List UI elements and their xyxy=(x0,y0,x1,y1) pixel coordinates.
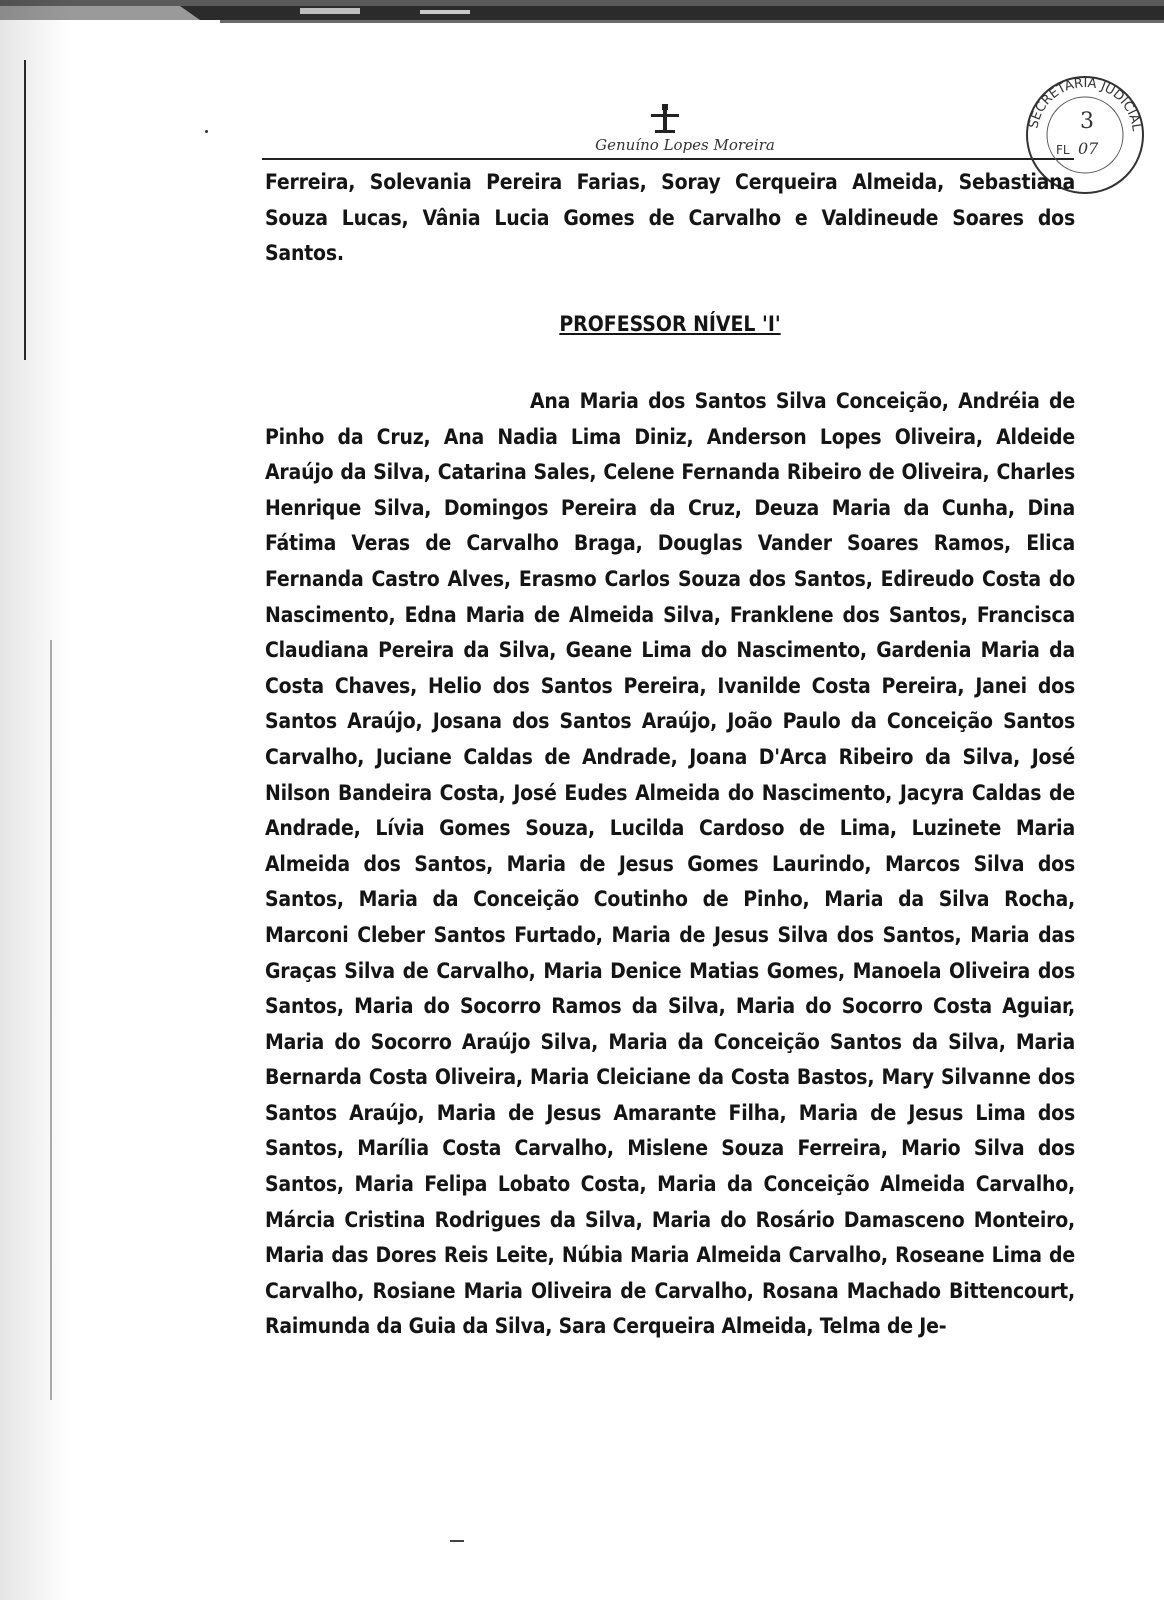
page-bottom-mark xyxy=(450,1540,464,1542)
stamp-ring-text: SECRETARIA JUDICIAL xyxy=(1026,75,1144,132)
scan-left-line xyxy=(24,60,26,360)
letterhead-name: Genuíno Lopes Moreira xyxy=(595,136,775,154)
letterhead-emblem-icon xyxy=(645,100,685,140)
section-title: PROFESSOR NÍVEL 'I' xyxy=(559,312,781,336)
scan-left-shadow xyxy=(0,0,70,1600)
scan-speck xyxy=(205,130,208,133)
scan-top-edge xyxy=(0,0,1164,28)
continuation-paragraph: Ferreira, Solevania Pereira Farias, Soray Cerqueira Almeida, Sebastiana Souza Lucas, Vânia Lucia Gomes de Carvalho e Valdineude Soares dos Santos. xyxy=(265,170,1075,266)
stamp-fl-label: FL xyxy=(1056,143,1070,157)
stamp-number: 3 xyxy=(1080,109,1094,134)
scan-left-line-lower xyxy=(50,640,52,1400)
stamp-fl-value: 07 xyxy=(1078,139,1099,158)
letterhead-rule xyxy=(262,158,1074,160)
names-paragraph: Ana Maria dos Santos Silva Conceição, Andréia de Pinho da Cruz, Ana Nadia Lima Diniz, Anderson Lopes Oliveira, Aldeide Araújo da Silva, Catarina Sales, Celene Fernanda Ribeiro de Oliveira, Charles Henrique Silva, Domingos Pereira da Cruz, Deuza Maria da Cunha, Dina Fátima Veras de Carvalho Braga, Douglas Vander Soares Ramos, Elica Fernanda Castro Alves, Erasmo Carlos Souza dos Santos, Edireudo Costa do Nascimento, Edna Maria de Almeida Silva, Franklene dos Santos, Francisca Claudiana Pereira da Silva, Geane Lima do Nascimento, Gardenia Maria da Costa Chaves, Helio dos Santos Pereira, Ivanilde Costa Pereira, Janei dos Santos Araújo, Josana dos Santos Araújo, João Paulo da Conceição Santos Carvalho, Juciane Caldas de Andrade, Joana D'Arca Ribeiro da Silva, José Nilson Bandeira Costa, José Eudes Almeida do Nascimento, Jacyra Caldas de Andrade, Lívia Gomes Souza, Lucilda Cardoso de Lima, Luzinete Maria Almeida dos Santos, Maria de Jesus Gomes Laurindo, Marcos Silva dos Santos, Maria da Conceição Coutinho de Pinho, Maria da Silva Rocha, Marconi Cleber Santos Furtado, Maria de Jesus Silva dos Santos, Maria das Graças Silva de Carvalho, Maria Denice Matias Gomes, Manoela Oliveira dos Santos, Maria do Socorro Ramos da Silva, Maria do Socorro Costa Aguiar, Maria do Socorro Araújo Silva, Maria da Conceição Santos da Silva, Maria Bernarda Costa Oliveira, Maria Cleiciane da Costa Bastos, Mary Silvanne dos Santos Araújo, Maria de Jesus Amarante Filha, Maria de Jesus Lima dos Santos, Marília Costa Carvalho, Mislene Souza Ferreira, Mario Silva dos Santos, Maria Felipa Lobato Costa, Maria da Conceição Almeida Carvalho, Márcia Cristina Rodrigues da Silva, Maria do Rosário Damasceno Monteiro, Maria das Dores Reis Leite, Núbia Maria Almeida Carvalho, Roseane Lima de Carvalho, Rosiane Maria Oliveira de Carvalho, Rosana Machado Bittencourt, Raimunda da Guia da Silva, Sara Cerqueira Almeida, Telma de Je- xyxy=(265,389,1075,1339)
